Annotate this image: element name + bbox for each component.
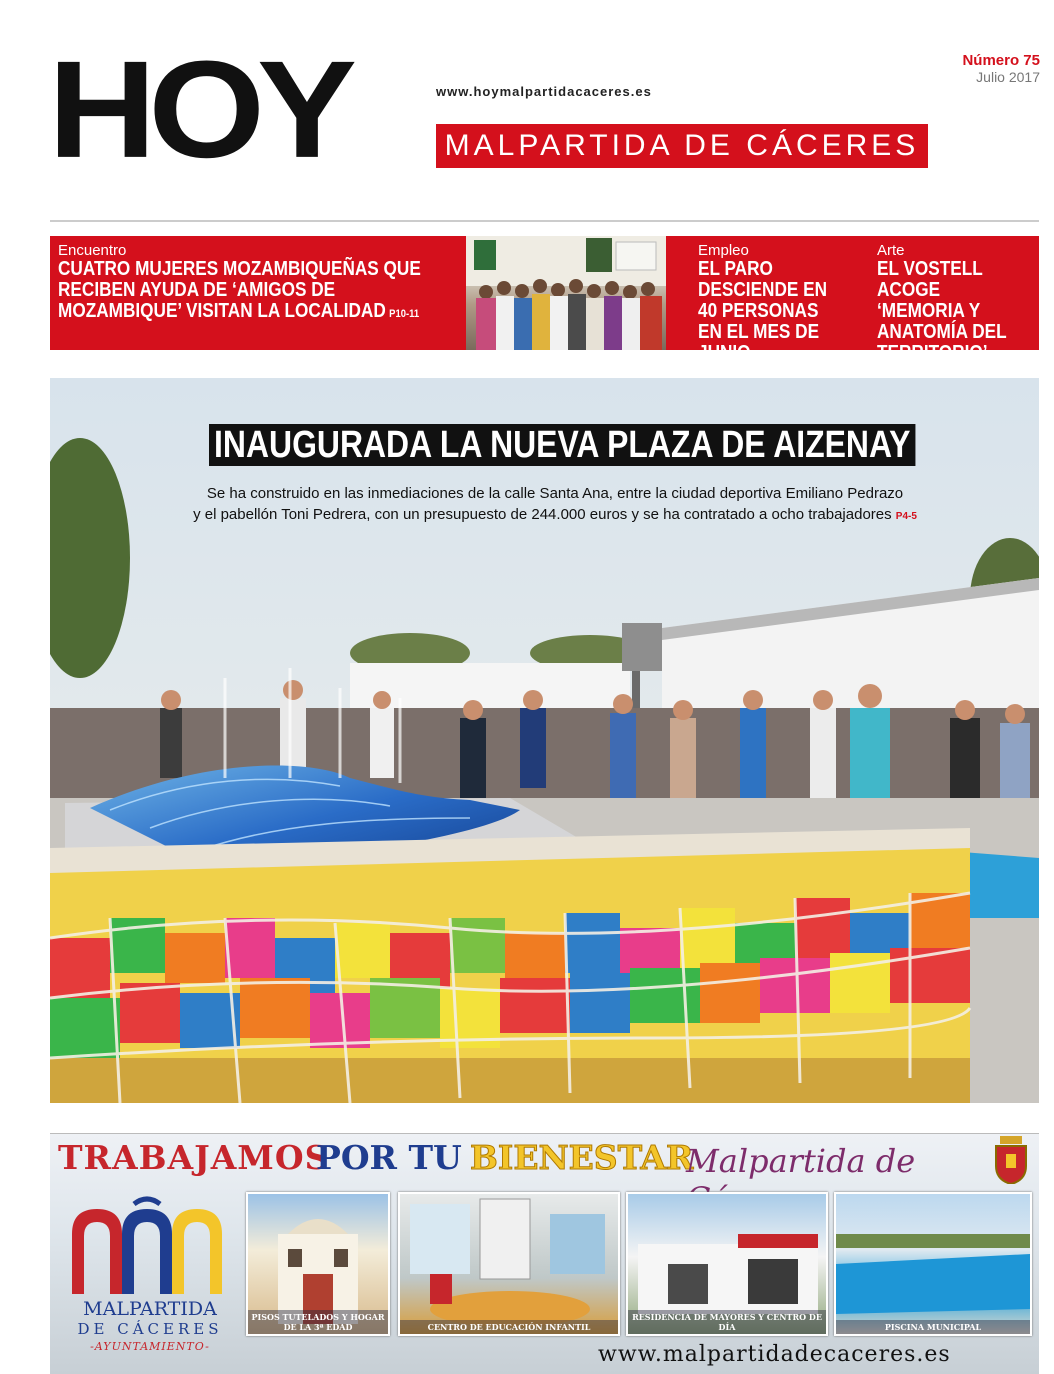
teaser-headline: CUATRO MUJERES MOZAMBIQUEÑAS QUE RECIBEN AYUDA DE ‘AMIGOS DE MOZAMBIQUE’ VISITAN LA LOCALIDAD P10-11 xyxy=(58,258,421,322)
ad-word-por-tu: POR TU xyxy=(316,1138,462,1177)
issue-info xyxy=(962,52,1040,85)
main-subhead xyxy=(120,483,990,527)
teaser-page-ref: P2 xyxy=(754,350,766,362)
teaser-encuentro[interactable] xyxy=(58,236,488,325)
main-page-ref: P4-5 xyxy=(895,511,917,522)
ayuntamiento-ad[interactable] xyxy=(50,1133,1039,1374)
teaser-kicker: Empleo xyxy=(698,242,749,259)
teaser-band xyxy=(50,236,1039,364)
group-photo xyxy=(466,236,666,350)
ad-logo-line-3: -AYUNTAMIENTO- xyxy=(90,1340,210,1353)
teaser-page-ref: P6 xyxy=(990,350,1003,362)
ad-tile-residencia xyxy=(626,1192,828,1336)
subhead-line-2: y el pabellón Toni Pedrera, con un presupuesto de 244.000 euros y se ha contratado a ocho trabajadores xyxy=(193,506,892,523)
teaser-arte[interactable] xyxy=(877,236,1037,367)
town-name-bar: MALPARTIDA DE CÁCERES xyxy=(436,124,928,168)
ad-word-bienestar: BIENESTAR xyxy=(470,1138,694,1177)
ad-word-trabajamos: TRABAJAMOS xyxy=(58,1138,330,1177)
ad-tile-pisos xyxy=(246,1192,390,1336)
subhead-line-1: Se ha construido en las inmediaciones de la calle Santa Ana, entre la ciudad deportiva Emiliano Pedrazo xyxy=(206,485,904,502)
site-url[interactable]: www.hoymalpartidacaceres.es xyxy=(436,84,652,99)
teaser-headline: EL VOSTELL ACOGE ‘MEMORIA Y ANATOMÍA DEL TERRITORIO’ P6 xyxy=(877,258,1007,364)
issue-number: Número 75 xyxy=(962,52,1040,69)
ad-tile-caption: CENTRO DE EDUCACIÓN INFANTIL xyxy=(400,1320,618,1334)
teaser-page-ref: P10-11 xyxy=(389,308,420,320)
header-divider xyxy=(50,220,1039,222)
issue-date: Julio 2017 xyxy=(976,69,1040,85)
ad-tile-piscina xyxy=(834,1192,1032,1336)
ad-script-town: Malpartida de xyxy=(686,1142,916,1180)
teaser-empleo[interactable] xyxy=(698,236,868,367)
newspaper-logo: HOY xyxy=(48,31,350,187)
ad-logo-line-2: DE CÁCERES xyxy=(77,1320,223,1338)
ayuntamiento-logo xyxy=(62,1194,242,1364)
ad-tile-caption: PISCINA MUNICIPAL xyxy=(836,1320,1030,1334)
ad-url[interactable]: www.malpartidadecaceres.es xyxy=(598,1342,951,1367)
ad-tile-educacion xyxy=(398,1192,620,1336)
ad-logo-line-1: MALPARTIDA xyxy=(83,1298,217,1320)
coat-of-arms-icon xyxy=(994,1136,1028,1184)
teaser-headline: EL PARO DESCIENDE EN 40 PERSONAS EN EL MES DE JUNIO P2 xyxy=(698,258,828,364)
main-headline[interactable]: INAUGURADA LA NUEVA PLAZA DE AIZENAY xyxy=(209,424,915,466)
ad-tile-caption: RESIDENCIA DE MAYORES Y CENTRO DE DÍA xyxy=(628,1310,826,1334)
ad-tile-caption: PISOS TUTELADOS Y HOGAR DE LA 3ª EDAD xyxy=(248,1310,388,1334)
teaser-kicker: Encuentro xyxy=(58,242,127,259)
teaser-kicker: Arte xyxy=(877,242,905,259)
